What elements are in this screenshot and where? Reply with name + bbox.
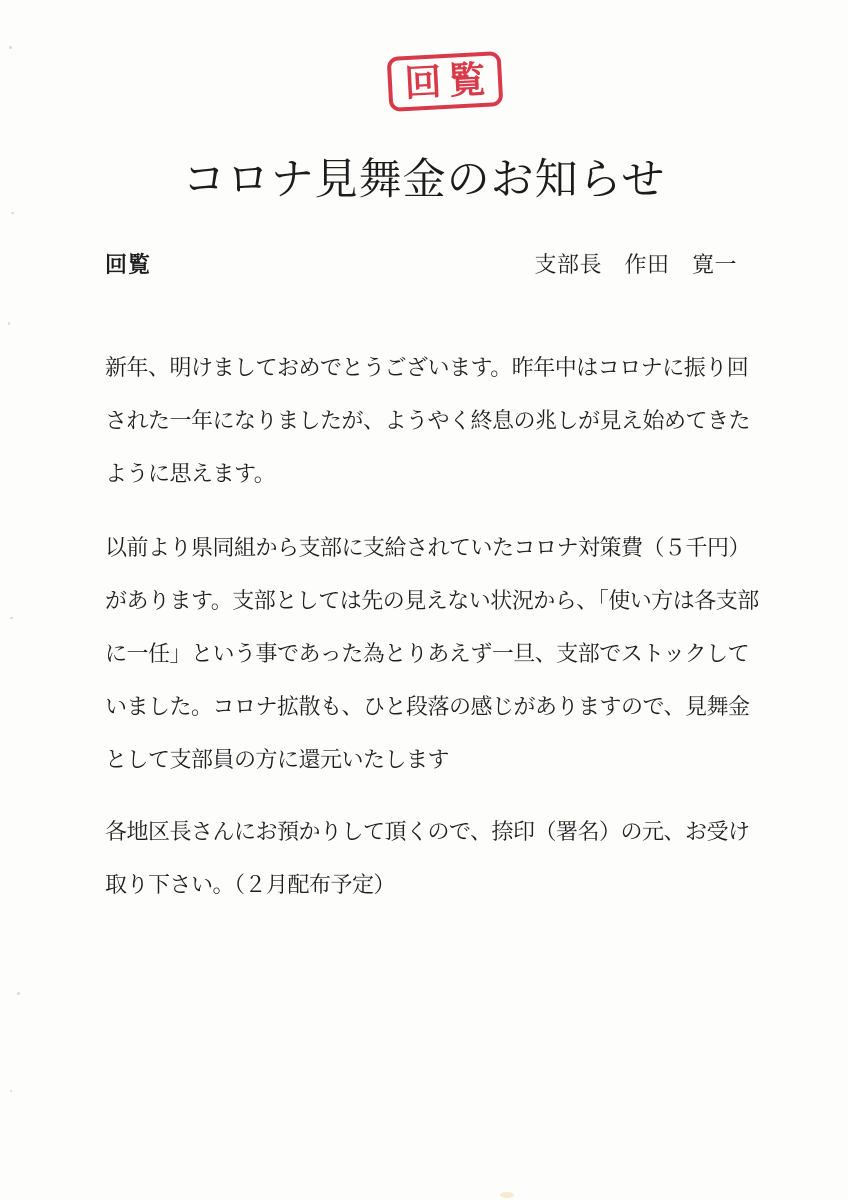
circulation-label: 回覧 (105, 253, 152, 278)
paragraph-line: された一年になりましたが、ようやく終息の兆しが見え始めてきた (105, 409, 751, 434)
byline-row (105, 251, 737, 281)
paragraph-line: いました。コロナ拡散も、ひと段落の感じがありますので、見舞金 (105, 695, 750, 720)
scan-speck (10, 617, 13, 619)
document-title: コロナ見舞金のお知らせ (182, 155, 666, 205)
paragraph-line: として支部員の方に還元いたします (105, 748, 450, 773)
scan-speck (10, 1090, 12, 1092)
branch-manager-name: 支部長 作田 寛一 (534, 253, 737, 278)
scan-speck (17, 992, 20, 995)
circulation-stamp (387, 51, 504, 112)
paragraph-line: ように思えます。 (105, 462, 276, 487)
scan-smudge (500, 1192, 514, 1198)
paragraph-line: 取り下さい。（２月配布予定） (105, 873, 396, 898)
scan-speck (8, 322, 10, 325)
paragraph-line: 以前より県同組から支部に支給されていたコロナ対策費（５千円） (105, 536, 751, 561)
scan-speck (9, 46, 12, 49)
circulation-stamp-label: 回覧 (403, 56, 494, 106)
paragraph-explanation (105, 522, 765, 787)
paragraph-instruction (105, 806, 765, 912)
paragraph-line: があります。支部としては先の見えない状況から、「使い方は各支部 (105, 589, 759, 614)
paragraph-line: 各地区長さんにお預かりして頂くので、捺印（署名）の元、お受け (105, 820, 750, 845)
paragraph-line: に一任」という事であった為とりあえず一旦、支部でストックして (105, 642, 750, 667)
paragraph-greeting (105, 342, 765, 501)
scan-speck (11, 212, 14, 214)
paragraph-line: 新年、明けましておめでとうございます。昨年中はコロナに振り回 (105, 356, 749, 381)
